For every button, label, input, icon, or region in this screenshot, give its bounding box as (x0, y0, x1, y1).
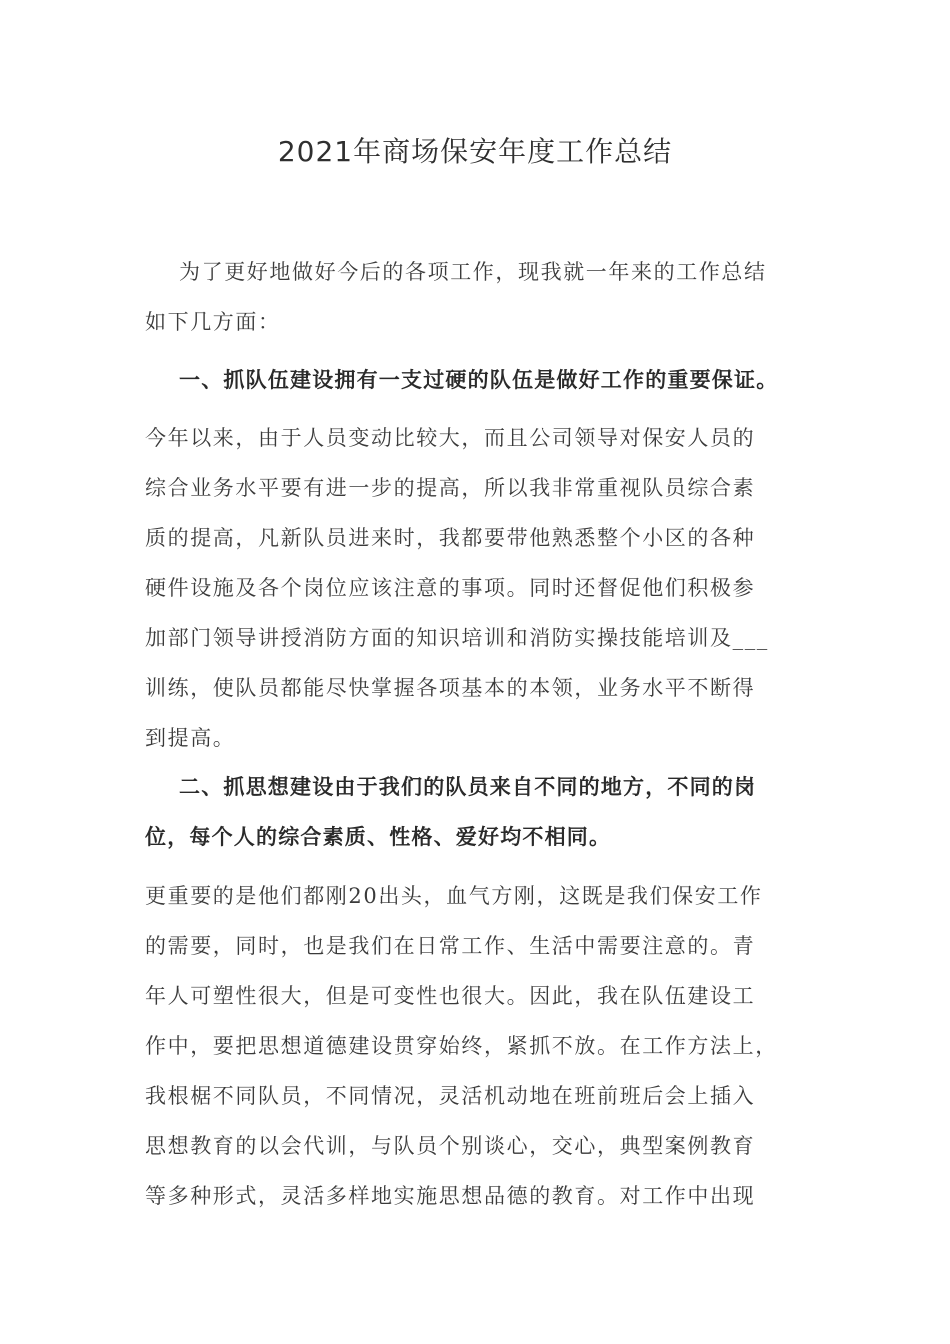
intro-line-1: 为了更好地做好今后的各项工作，现我就一年来的工作总结 (179, 260, 767, 284)
section-2-line-2: 的需要，同时，也是我们在日常工作、生活中需要注意的。青 (145, 934, 756, 958)
section-1-heading: 一、抓队伍建设拥有一支过硬的队伍是做好工作的重要保证。 (179, 368, 779, 392)
document-title: 2021年商场保安年度工作总结 (277, 135, 673, 168)
intro-line-2: 如下几方面： (145, 310, 281, 334)
section-2-line-6: 思想教育的以会代训，与队员个别谈心，交心，典型案例教育 (145, 1134, 756, 1158)
section-1-line-4: 硬件设施及各个岗位应该注意的事项。同时还督促他们积极参 (145, 576, 756, 600)
section-1-line-1: 今年以来，由于人员变动比较大，而且公司领导对保安人员的 (145, 426, 756, 450)
section-1-line-7: 到提高。 (145, 726, 236, 750)
section-1-line-2: 综合业务水平要有进一步的提高，所以我非常重视队员综合素 (145, 476, 756, 500)
section-2-line-3: 年人可塑性很大，但是可变性也很大。因此，我在队伍建设工 (145, 984, 756, 1008)
section-2-line-4: 作中，要把思想道德建设贯穿始终，紧抓不放。在工作方法上， (145, 1034, 778, 1058)
section-2-heading-line-2: 位，每个人的综合素质、性格、爱好均不相同。 (145, 825, 612, 849)
section-1-line-3: 质的提高，凡新队员进来时，我都要带他熟悉整个小区的各种 (145, 526, 756, 550)
section-2-line-7: 等多种形式，灵活多样地实施思想品德的教育。对工作中出现 (145, 1184, 756, 1208)
section-2-heading-line-1: 二、抓思想建设由于我们的队员来自不同的地方，不同的岗 (179, 775, 757, 799)
section-1-line-6: 训练，使队员都能尽快掌握各项基本的本领，业务水平不断得 (145, 676, 756, 700)
section-2-line-5: 我根椐不同队员，不同情况，灵活机动地在班前班后会上插入 (145, 1084, 756, 1108)
section-1-line-5: 加部门领导讲授消防方面的知识培训和消防实操技能培训及___ (145, 626, 769, 650)
section-2-line-1: 更重要的是他们都刚20出头，血气方刚，这既是我们保安工作 (145, 884, 763, 908)
